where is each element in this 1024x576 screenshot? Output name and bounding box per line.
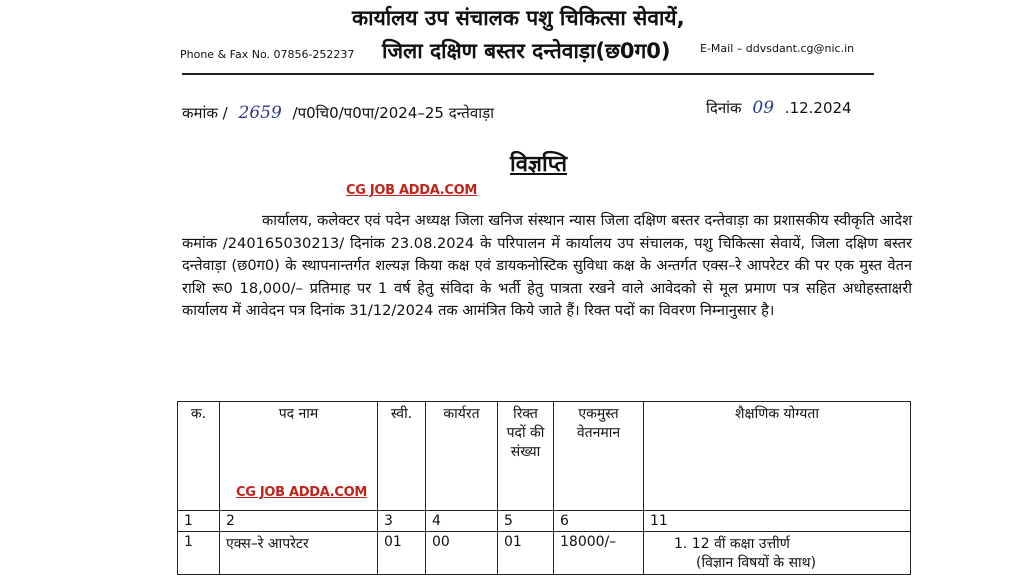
col-number: 11 xyxy=(644,511,911,532)
header-sanctioned: स्वी. xyxy=(378,402,426,511)
header-post-label: पद नाम xyxy=(278,406,319,422)
notice-paragraph: कार्यालय, कलेक्टर एवं पदेन अध्यक्ष जिला खनिज संस्थान न्यास जिला दक्षिण बस्तर दन्तेवाड़ा का प्रशासकीय स्वीकृति आदेश कमांक /240165030213/ दिनांक 23.08.2024 के परिपालन में कार्यालय उप संचालक, पशु चिकित्सा सेवायें, जिला दक्षिण बस्तर दन्तेवाड़ा (छ0ग0) के स्थापनान्तर्गत शल्यज्ञ किया कक्ष एवं डायकनोस्टिक सुविधा कक्ष के अन्तर्गत एक्स–रे आपरेटर की पर एक मुस्त वेतन राशि रू0 18,000/– प्रतिमाह पर 1 वर्ष हेतु संविदा के भर्ती हेतु पात्रता रखने वाले आवेदको से मूल प्रमाण पत्र सहित अधोहस्ताक्षरी कार्यालय में आवेदन पत्र दिनांक 31/12/2024 तक आमंत्रित किये जाते हैं। रिक्त पदों का विवरण निम्नानुसार है। xyxy=(182,212,912,319)
district-heading: जिला दक्षिण बस्तर दन्तेवाड़ा(छ0ग0) xyxy=(382,39,671,63)
qualification-line: (विज्ञान विषयों के साथ) xyxy=(696,555,817,571)
reference-prefix: कमांक / xyxy=(182,104,228,122)
col-number: 1 xyxy=(178,511,220,532)
row-sno: 1 xyxy=(178,532,220,575)
col-number: 6 xyxy=(554,511,644,532)
notice-body xyxy=(182,210,912,323)
header-working: कार्यरत xyxy=(426,402,498,511)
phone-fax: Phone & Fax No. 07856-252237 xyxy=(180,48,355,61)
date-rest: .12.2024 xyxy=(784,99,852,117)
header-sno: क. xyxy=(178,402,220,511)
notice-title: विज्ञप्ति xyxy=(510,152,568,177)
col-number: 3 xyxy=(378,511,426,532)
letterhead-rule xyxy=(182,73,874,75)
header-vacant: रिक्त पदों की संख्या xyxy=(498,402,554,511)
date-day: 09 xyxy=(752,98,775,118)
row-sanctioned: 01 xyxy=(378,532,426,575)
header-salary: एकमुस्त वेतनमान xyxy=(554,402,644,511)
table-number-row xyxy=(178,511,911,532)
row-salary: 18000/– xyxy=(554,532,644,575)
date-line xyxy=(706,98,852,118)
reference-number: 2659 xyxy=(238,103,282,123)
office-heading: कार्यालय उप संचालक पशु चिकित्सा सेवायें, xyxy=(352,6,685,30)
reference-line xyxy=(182,103,494,123)
col-number: 4 xyxy=(426,511,498,532)
row-post: एक्स–रे आपरेटर xyxy=(220,532,378,575)
watermark-text: CG JOB ADDA.COM xyxy=(236,485,367,500)
watermark-text: CG JOB ADDA.COM xyxy=(346,183,477,198)
qualification-line: 1. 12 वीं कक्षा उत्तीर्ण xyxy=(674,536,790,552)
header-qualification: शैक्षणिक योग्यता xyxy=(644,402,911,511)
table-header-row xyxy=(178,402,911,511)
col-number: 5 xyxy=(498,511,554,532)
col-number: 2 xyxy=(220,511,378,532)
date-label: दिनांक xyxy=(706,99,742,117)
reference-suffix: /प0चि0/प0पा/2024–25 दन्तेवाड़ा xyxy=(292,104,494,122)
row-qualification xyxy=(644,532,911,575)
row-working: 00 xyxy=(426,532,498,575)
table-row xyxy=(178,532,911,575)
row-vacant: 01 xyxy=(498,532,554,575)
vacancy-table xyxy=(177,401,911,575)
header-post xyxy=(220,402,378,511)
email-address: E-Mail – ddvsdant.cg@nic.in xyxy=(700,42,855,55)
